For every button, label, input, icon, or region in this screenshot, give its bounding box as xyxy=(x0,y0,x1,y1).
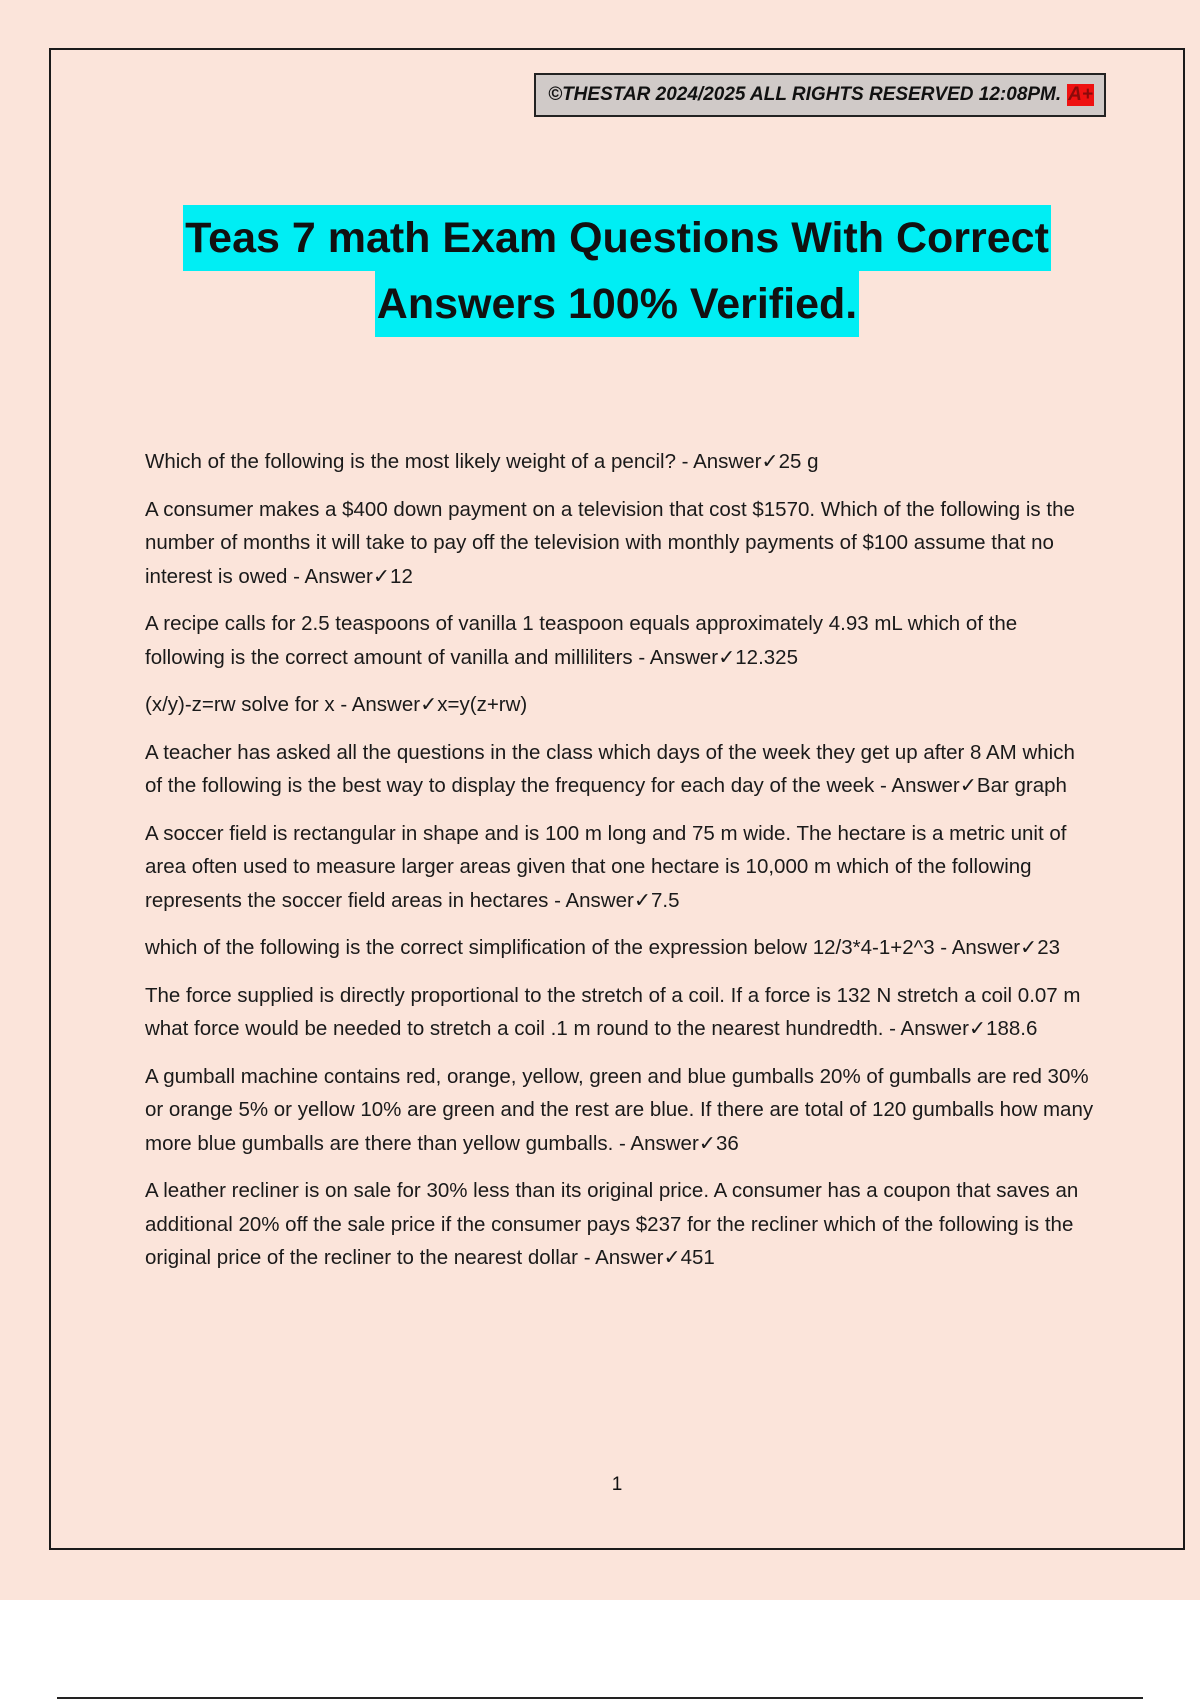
question-item: A leather recliner is on sale for 30% less than its original price. A consumer has a coupon that saves an additional 20% off the sale price if the consumer pays $237 for the recliner which of the following is the original price of the recliner to the nearest dollar - Answer✓451 xyxy=(145,1179,1079,1269)
question-item: The force supplied is directly proportional to the stretch of a coil. If a force is 132 N stretch a coil 0.07 m what force would be needed to stretch a coil .1 m round to the nearest hundredth. - Answer✓188.6 xyxy=(145,983,1081,1040)
question-item: A recipe calls for 2.5 teaspoons of vanilla 1 teaspoon equals approximately 4.93 mL which of the following is the correct amount of vanilla and milliliters - Answer✓12.325 xyxy=(145,612,1018,669)
title-line-1: Teas 7 math Exam Questions With Correct xyxy=(183,205,1051,271)
question-item: which of the following is the correct simplification of the expression below 12/3*4-1+2^3 - Answer✓23 xyxy=(145,936,1061,959)
question-answer-list xyxy=(145,445,1095,1289)
copyright-banner xyxy=(534,73,1106,117)
question-item: A soccer field is rectangular in shape and is 100 m long and 75 m wide. The hectare is a metric unit of area often used to measure larger areas given that one hectare is 10,000 m which of the following represents the soccer field areas in hectares - Answer✓7.5 xyxy=(145,821,1067,912)
copyright-text: ©THESTAR 2024/2025 ALL RIGHTS RESERVED 12:08PM. xyxy=(548,84,1062,105)
title-line-2: Answers 100% Verified. xyxy=(375,271,859,337)
page-number: 1 xyxy=(611,1474,623,1495)
grade-badge: A+ xyxy=(1068,84,1093,105)
question-item: A consumer makes a $400 down payment on a television that cost $1570. Which of the following is the number of months it will take to pay off the television with monthly payments of $100 assume that no interest is owed - Answer✓12 xyxy=(145,497,1075,588)
footer-divider xyxy=(57,1697,1143,1699)
question-item: Which of the following is the most likely weight of a pencil? - Answer✓25 g xyxy=(145,450,819,473)
question-item: A gumball machine contains red, orange, yellow, green and blue gumballs 20% of gumballs are red 30% or orange 5% or yellow 10% are green and the rest are blue. If there are total of 120 gumballs how many more blue gumballs are there than yellow gumballs. - Answer✓36 xyxy=(145,1064,1094,1155)
document-title xyxy=(60,205,1174,337)
question-item: A teacher has asked all the questions in the class which days of the week they get up after 8 AM which of the following is the best way to display the frequency for each day of the week - Answer✓Bar graph xyxy=(145,740,1075,797)
question-item: (x/y)-z=rw solve for x - Answer✓x=y(z+rw) xyxy=(145,693,528,716)
